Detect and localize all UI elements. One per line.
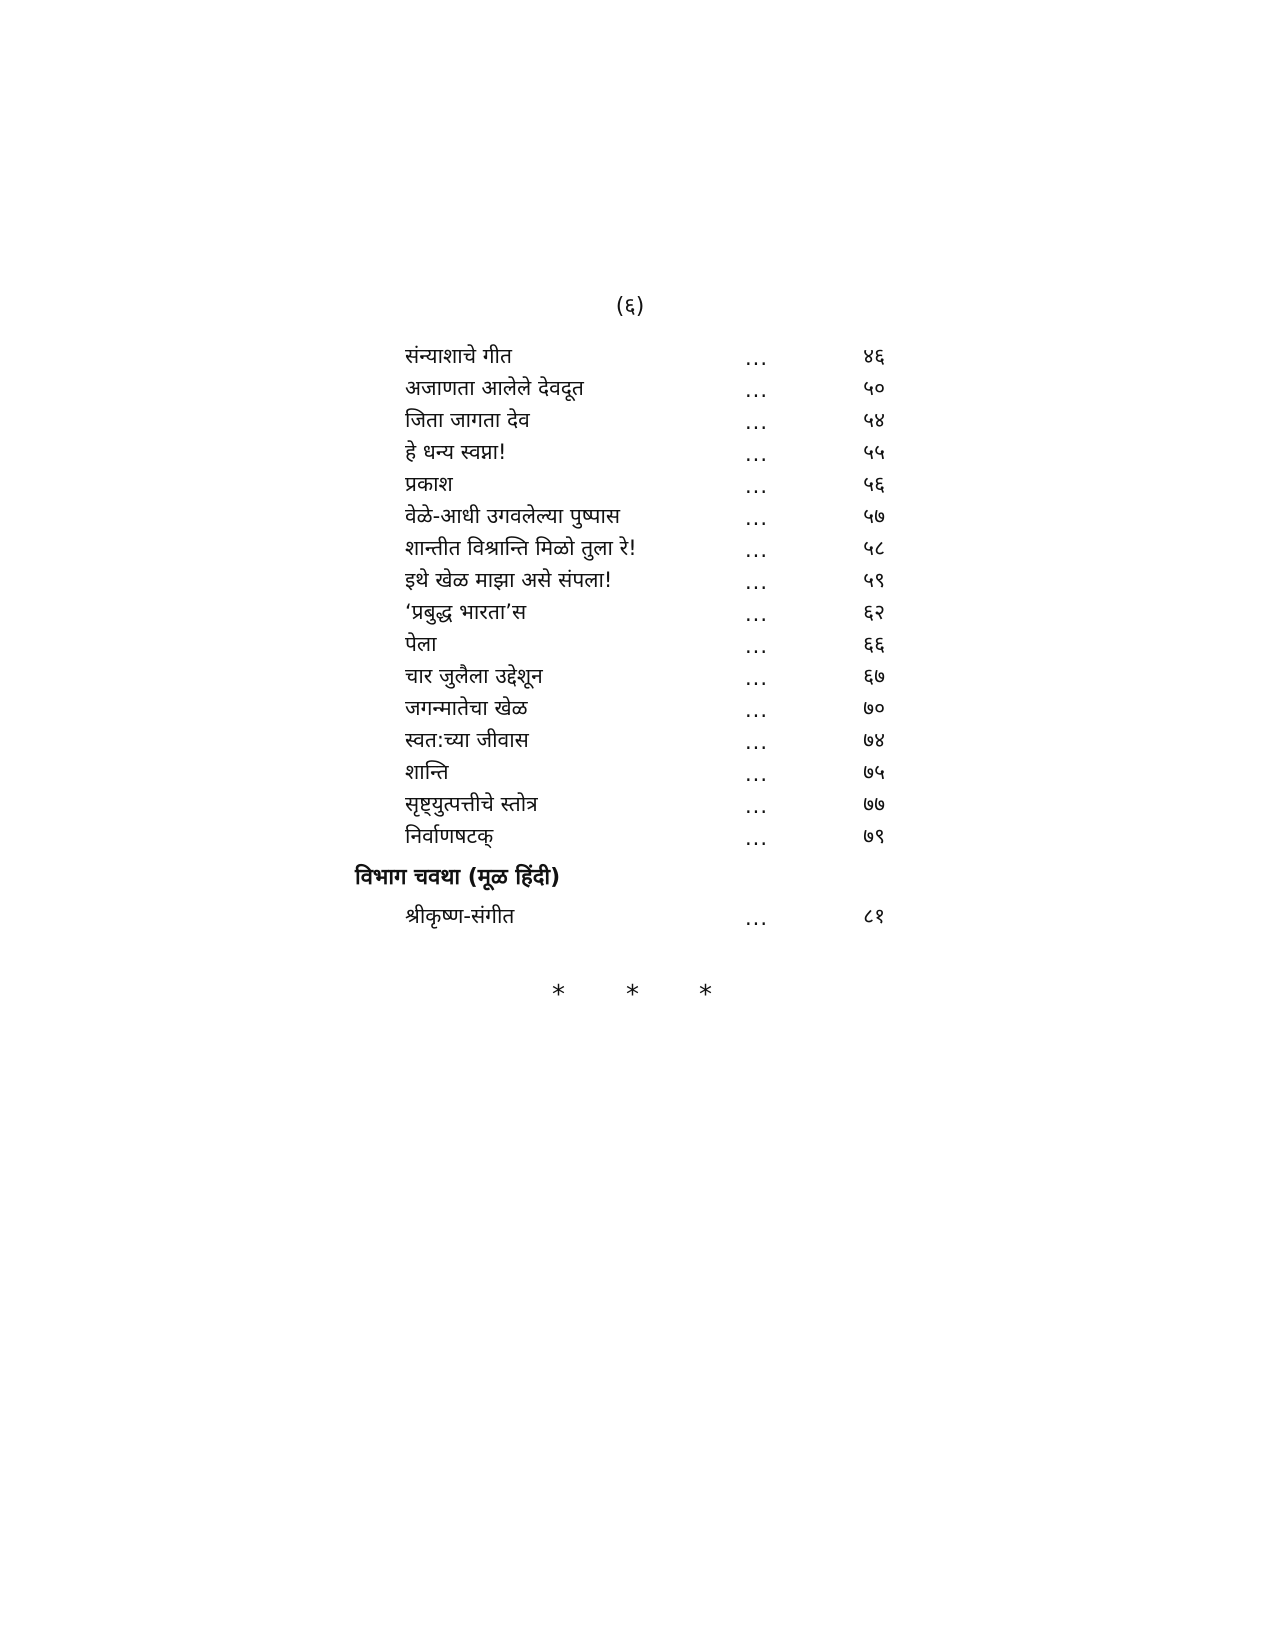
entry-page-number: ५४ [863,408,885,432]
entry-leader: ... [745,474,769,498]
entry-page-number: ६६ [863,632,885,656]
section-heading [0,856,1275,900]
entry-title: स्वत:च्या जीवास [405,728,529,752]
entry-title: ‘प्रबुद्ध भारता’स [405,600,527,624]
toc-entry [0,756,1275,788]
entry-page-number: ४६ [863,344,885,368]
entry-leader: ... [745,794,769,818]
entry-leader: ... [745,602,769,626]
entry-page-number: ६७ [863,664,885,688]
toc-entry [0,788,1275,820]
page-number: (६) [615,294,645,319]
toc-entry [0,596,1275,628]
entry-title: सृष्ट्युत्पत्तीचे स्तोत्र [405,792,538,816]
entry-title: प्रकाश [405,472,453,496]
toc-entry [0,724,1275,756]
asterisk-ornament: * [626,980,639,1010]
entry-page-number: ५६ [863,472,885,496]
entry-title: चार जुलैला उद्देशून [405,664,543,688]
entry-page-number: ८१ [863,904,885,928]
toc-entry [0,372,1275,404]
entry-title: पेला [405,632,437,656]
entry-title: वेळे-आधी उगवलेल्या पुष्पास [405,504,621,528]
entry-title: जगन्मातेचा खेळ [405,696,528,720]
entry-title: जिता जागता देव [405,408,530,432]
entry-title: शान्तीत विश्रान्ति मिळो तुला रे! [405,536,637,560]
entry-title: श्रीकृष्ण-संगीत [405,904,515,928]
entry-title: इथे खेळ माझा असे संपला! [405,568,613,592]
entry-page-number: ७९ [863,824,885,848]
entry-page-number: ७० [863,696,885,720]
section-end-ornament [0,980,1275,1020]
entry-page-number: ५७ [863,504,885,528]
table-of-contents [0,340,1275,932]
entry-leader: ... [745,698,769,722]
toc-entry [0,532,1275,564]
entry-leader: ... [745,346,769,370]
section-heading-text: विभाग चवथा (मूळ हिंदी) [355,865,561,890]
entry-leader: ... [745,906,769,930]
entry-leader: ... [745,666,769,690]
entry-leader: ... [745,762,769,786]
entry-leader: ... [745,538,769,562]
toc-entry [0,468,1275,500]
entry-title: हे धन्य स्वप्ना! [405,440,507,464]
toc-entry [0,628,1275,660]
entry-leader: ... [745,730,769,754]
entry-title: शान्ति [405,760,449,784]
entry-page-number: ५८ [863,536,885,560]
entry-leader: ... [745,570,769,594]
entry-page-number: ६२ [863,600,885,624]
toc-entry [0,436,1275,468]
toc-entry [0,900,1275,932]
entry-leader: ... [745,634,769,658]
entry-leader: ... [745,442,769,466]
asterisk-ornament: * [552,980,565,1010]
entry-page-number: ७४ [863,728,885,752]
toc-entry [0,404,1275,436]
toc-entry [0,660,1275,692]
entry-title: संन्याशाचे गीत [405,344,512,368]
toc-entry [0,692,1275,724]
entry-title: निर्वाणषटक् [405,824,494,848]
entry-page-number: ५० [863,376,885,400]
entry-leader: ... [745,826,769,850]
entry-leader: ... [745,410,769,434]
toc-entry [0,564,1275,596]
entry-page-number: ५९ [863,568,885,592]
entry-page-number: ७५ [863,760,885,784]
toc-entry [0,500,1275,532]
asterisk-ornament: * [699,980,712,1010]
entry-page-number: ७७ [863,792,885,816]
toc-entry [0,340,1275,372]
entry-title: अजाणता आलेले देवदूत [405,376,584,400]
entry-page-number: ५५ [863,440,885,464]
entry-leader: ... [745,506,769,530]
toc-entry [0,820,1275,852]
entry-leader: ... [745,378,769,402]
